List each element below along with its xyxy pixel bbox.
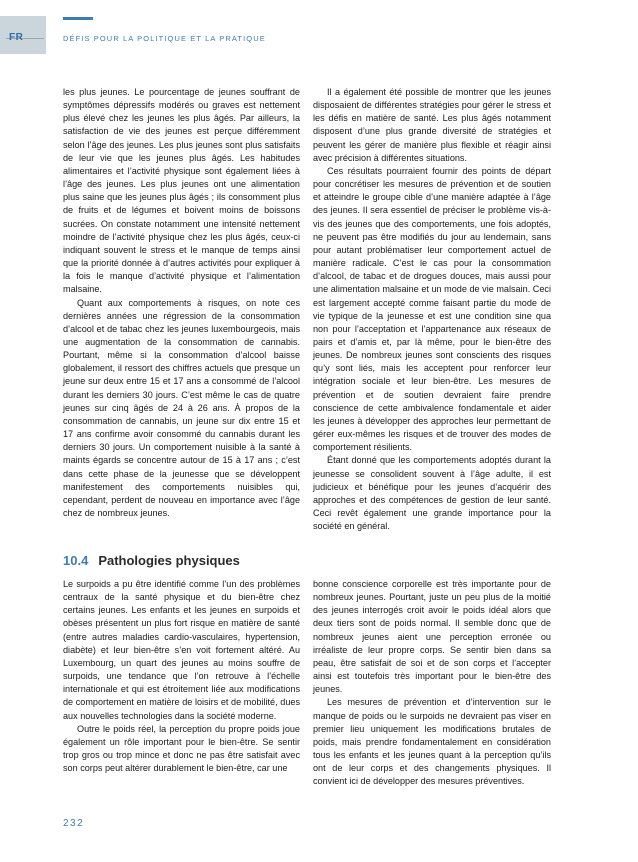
paragraph: Quant aux comportements à risques, on note ces dernières années une régression de la consommation d’alcool et de tabac chez les jeunes luxembourgeois, mais une augmentation de la consommation de cannabis. Pourtant, même si la consommation d’alcool baisse globalement, il ressort des chiffres actuels que presque un jeune sur deux entre 15 et 17 ans a consommé de l’alcool durant les derniers 30 jours. C’est même le cas de quatre jeunes sur cinq âgés de 24 à 26 ans. À propos de la consommation de cannabis, un jeune sur dix entre 15 et 17 ans confirme avoir consommé du cannabis durant les derniers 30 jours. Un comportement nuisible à la santé à maints égards se concentre autour de 15 à 17 ans ; c’est dans cette phase de la jeunesse que se développent manifestement des comportements nuisibles qui, cependant, perdent de nouveau en importance avec l’âge chez de nombreux jeunes. — [63, 297, 300, 518]
subsection-number: 10.4 — [63, 553, 89, 568]
language-label: FR — [9, 32, 24, 43]
paragraph: Étant donné que les comportements adoptés durant la jeunesse se consolident souvent à l’âge adulte, il est judicieux et bénéfique pour les jeunes d’acquérir des approches et des compétences de gestion de leur santé. Ceci revêt également une grande importance pour la société en général. — [313, 455, 551, 532]
column-bottom-right — [313, 578, 551, 789]
paragraph: Le surpoids a pu être identifié comme l’un des problèmes centraux de la santé physique et du bien-être chez certains jeunes. Les enfants et les jeunes en surpoids et obèses présentent un plus fort risque en matière de santé (entre autres maladies cardio-vasculaires, hypertension, diabète) et leur bien-être s’en voit fortement altéré. Au Luxembourg, un quart des jeunes au moins souffre de surpoids, une tendance que l’on retrouve à l’échelle internationale et qui est étroitement liée aux modifications de comportement en matière de loisirs et de mobilité, dues aux nouvelles technologies dans la société moderne. — [63, 579, 300, 721]
paragraph: les plus jeunes. Le pourcentage de jeunes souffrant de symptômes dépressifs modérés ou graves est nettement plus élevé chez les jeunes les plus âgés. Par ailleurs, la satisfaction de vie des jeunes est perçue différemment selon l’âge des jeunes. Les plus jeunes sont plus satisfaits de leur vie que les jeunes plus âgés. Les habitudes alimentaires et l’activité physique sont également liées à l’âge des jeunes. Les plus jeunes ont une alimentation plus saine que les jeunes plus âgés ; ils consomment plus de fruits et de légumes et boivent moins de boissons sucrées. On constate notamment une intensité nettement moindre de l’activité physique chez les plus âgés, ceux-ci indiquant souvent le stress et le manque de temps ainsi que la priorité donnée à d’autres activités pour expliquer à la fois le manque d’activité physique et l’alimentation malsaine. — [63, 87, 300, 295]
column-top-right — [313, 86, 551, 533]
column-bottom-left — [63, 578, 300, 775]
page-header — [0, 0, 638, 50]
paragraph: bonne conscience corporelle est très importante pour de nombreux jeunes. Pourtant, juste un peu plus de la moitié des jeunes interrogés croit avoir le poids idéal alors que deux tiers sont de poids normal. Il semble donc que de nombreux jeunes aient une perception erronée ou irréaliste de leur propre corps. Se sentir bien dans sa peau, être satisfait de soi et de son corps et l’accepter ainsi est toutefois très important pour le bien-être des jeunes. — [313, 579, 551, 695]
paragraph: Il a également été possible de montrer que les jeunes disposaient de différentes stratégies pour gérer le stress et les défis en matière de santé. Les plus âgés notamment disposent d’une plus grande diversité de stratégies et peuvent les gérer de manière plus flexible et réagir ainsi avec précision à différentes situations. — [313, 87, 551, 163]
paragraph: Les mesures de prévention et d’intervention sur le manque de poids ou le surpoids ne devraient pas viser en premier lieu uniquement les modifications brutales de poids, mais prendre fondamentalement en considération tous les enfants et les jeunes quant à la perception qu’ils ont de leur corps et des changements physiques. Il convient ici de développer des mesures préventives. — [313, 697, 551, 787]
subsection-title: Pathologies physiques — [98, 553, 240, 568]
paragraph: Outre le poids réel, la perception du propre poids joue également un rôle important pour le bien-être. Se sentir trop gros ou trop mince et donc ne pas être satisfait avec son corps peut altérer durablement le bien-être, car une — [63, 723, 300, 774]
page-number: 232 — [63, 818, 85, 829]
paragraph: Ces résultats pourraient fournir des points de départ pour concrétiser les mesures de prévention et de soutien et atteindre le groupe cible d’une manière adaptée à l’âge des jeunes. Il sera essentiel de préciser le problème vis-à-vis des jeunes que des comportements, une fois adoptés, ne peuvent pas être modifiés du jour au lendemain, sans pour autant problématiser leur comportement actuel de manière radicale. C’est le cas pour la consommation d’alcool, de tabac et de drogues douces, mais aussi pour une alimentation malsaine et un mode de vie malsain. Ceci est largement accepté comme faisant partie du mode de vie typique de la jeunesse et est une condition sine qua non pour l’acceptation et l’appartenance aux réseaux de pairs et d’amis et, par là même, pour le bien-être des jeunes. De nombreux jeunes sont conscients des risques qu’y sont liés, mais les acceptent pour renforcer leur intégration sociale et leur bien-être. Les mesures de prévention et de soutien devraient faire prendre conscience de cette ambivalence fondamentale et aider les jeunes à développer des approches leur permettant de gérer eux-mêmes les risques et de trouver des modes de comportement résilients. — [313, 165, 551, 453]
subsection-heading — [63, 553, 240, 568]
column-top-left — [63, 86, 300, 520]
running-title: DÉFIS POUR LA POLITIQUE ET LA PRATIQUE — [63, 34, 266, 43]
header-accent-line — [63, 17, 93, 20]
